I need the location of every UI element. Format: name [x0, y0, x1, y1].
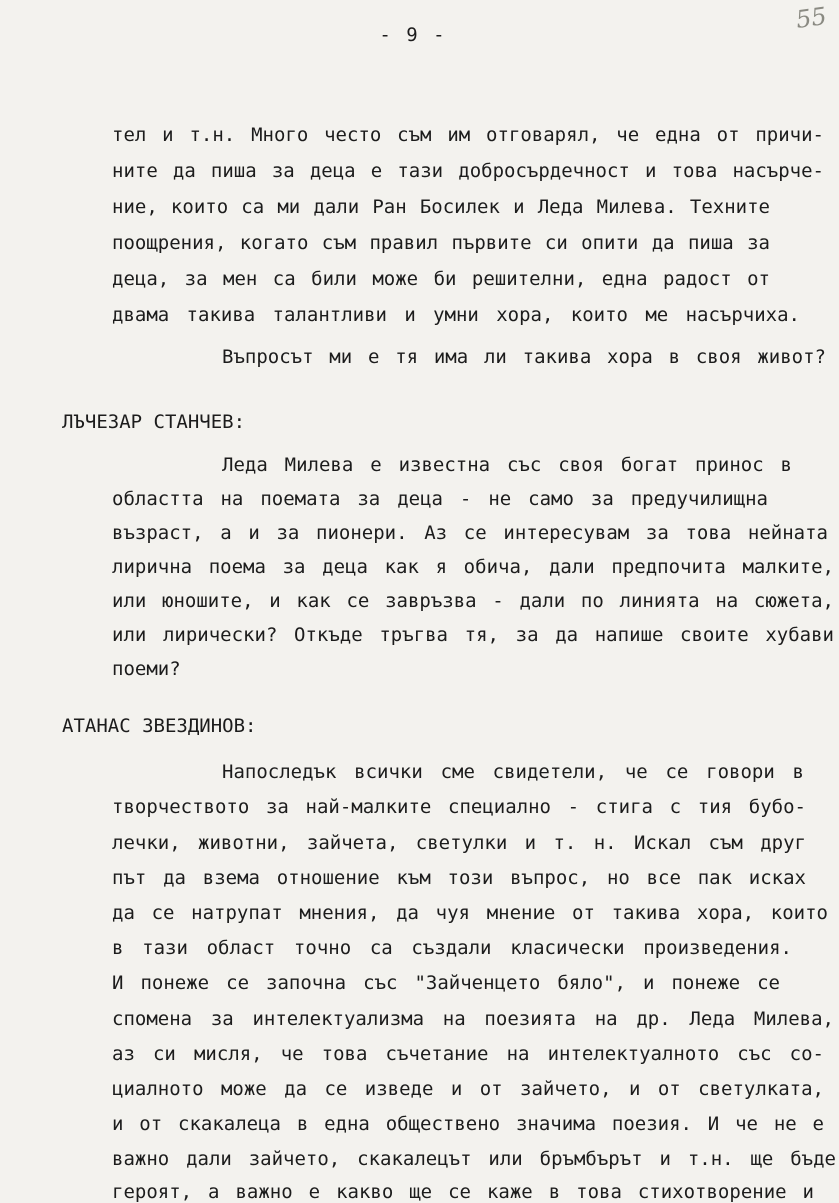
- text-line: възраст, а и за пионери. Аз се интересувам за това нейната: [112, 522, 828, 544]
- text-line: двама такива талантливи и умни хора, които ме насърчиха.: [112, 304, 800, 326]
- text-line: деца, за мен са били може би решителни, една радост от: [112, 268, 770, 290]
- text-line: или юношите, и как се завръзва - дали по линията на сюжета,: [112, 590, 834, 612]
- archive-page-mark: 55: [794, 2, 829, 34]
- text-line: да се натрупат мнения, да чуя мнение от такива хора, които: [112, 902, 828, 924]
- text-line: циалното може да се изведе и от зайчето, и от светулката,: [112, 1078, 824, 1100]
- text-line: Леда Милева е известна със своя богат принос в: [222, 454, 792, 476]
- text-line: спомена за интелектуализма на поезията на др. Леда Милева,: [112, 1008, 834, 1030]
- text-line: и от скакалеца в една обществено значима поезия. И че не е: [112, 1113, 824, 1135]
- text-line: героят, а важно е какво ще се каже в това стихотворение и: [112, 1181, 814, 1203]
- text-line: в тази област точно са създали класически произведения.: [112, 937, 792, 959]
- text-line: път да взема отношение към този въпрос, но все пак исках: [112, 867, 806, 889]
- text-line: лирична поема за деца как я обича, дали предпочита малките,: [112, 556, 834, 578]
- text-line: или лирически? Откъде тръгва тя, за да напише своите хубави: [112, 624, 834, 646]
- text-line: тел и т.н. Много често съм им отговарял, че една от причи-: [112, 124, 824, 146]
- text-line: ние, които са ми дали Ран Босилек и Леда Милева. Техните: [112, 196, 770, 218]
- speaker-name: АТАНАС ЗВЕЗДИНОВ:: [62, 715, 257, 737]
- page-number: - 9 -: [379, 24, 447, 46]
- text-line: И понеже се започна със "Зайченцето бяло", и понеже се: [112, 972, 780, 994]
- speaker-name: ЛЪЧЕЗАР СТАНЧЕВ:: [62, 411, 246, 433]
- text-line: важно дали зайчето, скакалецът или бръмбърът и т.н. ще бъде: [112, 1148, 836, 1170]
- text-line: поеми?: [112, 658, 181, 680]
- text-line: областта на поемата за деца - не само за предучилищна: [112, 488, 768, 510]
- text-line: ните да пиша за деца е тази добросърдечност и това насърче-: [112, 160, 824, 182]
- text-line: поощрения, когато съм правил първите си опити да пиша за: [112, 232, 770, 254]
- text-line: Напоследък всички сме свидетели, че се говори в: [222, 761, 804, 783]
- text-line: творчеството за най-малките специално - стига с тия бубо-: [112, 796, 806, 818]
- text-line: Въпросът ми е тя има ли такива хора в своя живот?: [222, 346, 826, 368]
- text-line: лечки, животни, зайчета, светулки и т. н. Искал съм друг: [112, 832, 806, 854]
- text-line: аз си мисля, че това съчетание на интелектуалното със со-: [112, 1043, 824, 1065]
